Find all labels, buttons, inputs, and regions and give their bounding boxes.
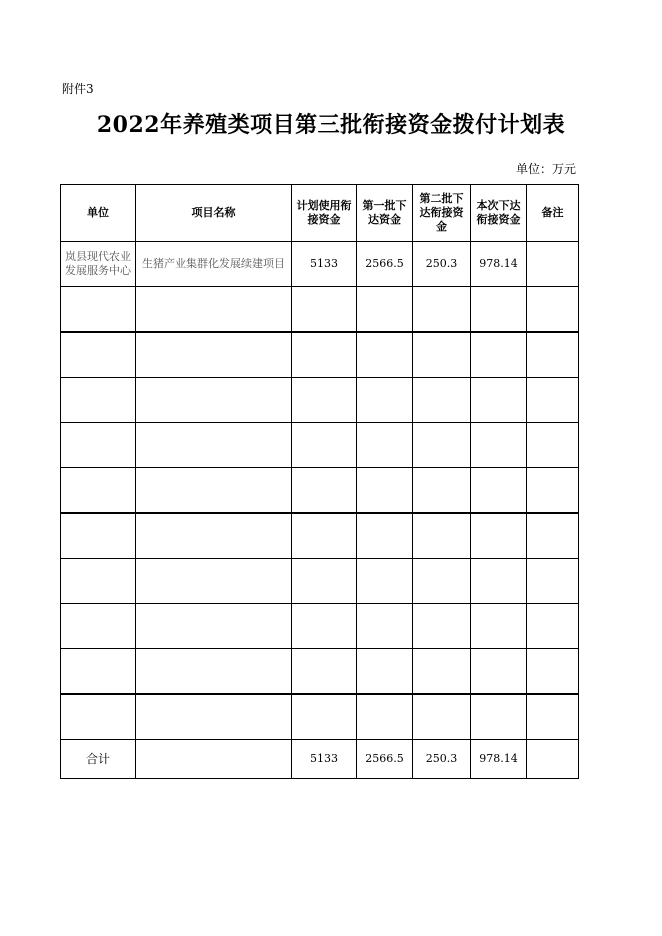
header-remarks: 备注 xyxy=(527,185,579,242)
cell-total-batch1: 2566.5 xyxy=(357,740,413,779)
cell-total-batch2: 250.3 xyxy=(413,740,471,779)
cell-batch2: 250.3 xyxy=(413,242,471,287)
total-row xyxy=(61,740,579,779)
empty-row xyxy=(61,649,579,695)
funds-table xyxy=(60,184,579,779)
cell-total-current-batch: 978.14 xyxy=(471,740,527,779)
header-planned-funds: 计划使用衔接资金 xyxy=(292,185,357,242)
empty-row xyxy=(61,559,579,604)
header-unit: 单位 xyxy=(61,185,136,242)
header-current-batch: 本次下达衔接资金 xyxy=(471,185,527,242)
table-header-row xyxy=(61,185,579,242)
header-project-name: 项目名称 xyxy=(136,185,292,242)
attachment-label: 附件3 xyxy=(62,82,94,96)
cell-current-batch: 978.14 xyxy=(471,242,527,287)
cell-batch1: 2566.5 xyxy=(357,242,413,287)
cell-remarks xyxy=(527,242,579,287)
header-batch1: 第一批下达资金 xyxy=(357,185,413,242)
page-title: 2022年养殖类项目第三批衔接资金拨付计划表 xyxy=(96,112,566,138)
empty-row xyxy=(61,604,579,649)
empty-row xyxy=(61,378,579,423)
empty-row xyxy=(61,287,579,333)
cell-planned-funds: 5133 xyxy=(292,242,357,287)
cell-total-project-name xyxy=(136,740,292,779)
empty-row xyxy=(61,513,579,559)
unit-note: 单位：万元 xyxy=(515,162,576,176)
cell-unit: 岚县现代农业发展服务中心 xyxy=(61,242,136,287)
table-row xyxy=(61,242,579,287)
cell-total-label: 合计 xyxy=(61,740,136,779)
cell-total-remarks xyxy=(527,740,579,779)
empty-row xyxy=(61,332,579,378)
header-batch2: 第二批下达衔接资金 xyxy=(413,185,471,242)
empty-row xyxy=(61,423,579,468)
empty-row xyxy=(61,468,579,514)
cell-project-name: 生猪产业集群化发展续建项目 xyxy=(136,242,292,287)
empty-row xyxy=(61,694,579,740)
cell-total-planned-funds: 5133 xyxy=(292,740,357,779)
